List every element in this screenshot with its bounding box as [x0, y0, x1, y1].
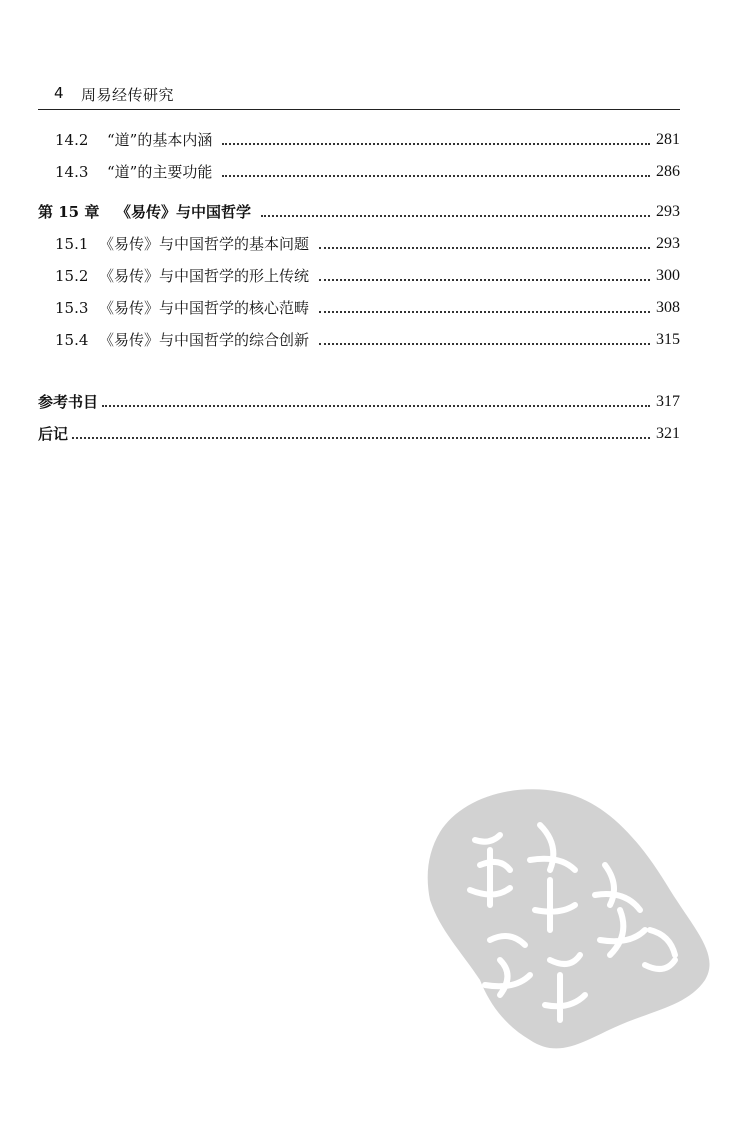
toc-entry-page: 300 [656, 267, 680, 284]
toc-entry-page: 317 [656, 393, 680, 410]
header-page-number: 4 [54, 84, 64, 102]
toc-entry-page: 308 [656, 299, 680, 316]
toc-leader-dots [222, 173, 650, 177]
toc-entry-15-4[interactable] [55, 328, 680, 352]
toc-entry-title: 《易传》与中国哲学的形上传统 [99, 267, 310, 285]
toc-leader-dots [319, 309, 650, 313]
toc-chapter-number: 第 15 章 [38, 203, 100, 221]
toc-entry-page: 315 [656, 331, 680, 348]
toc-entry-number: 15.3 [55, 299, 89, 317]
toc-chapter-title: 《易传》与中国哲学 [116, 203, 252, 221]
toc-leader-dots [222, 141, 650, 145]
toc-entry-page: 281 [656, 131, 680, 148]
toc-entry-title: 《易传》与中国哲学的综合创新 [99, 331, 310, 349]
toc-entry-number: 14.3 [55, 163, 89, 181]
toc-leader-dots [319, 277, 650, 281]
toc-bibliography-title: 参考书目 [38, 393, 99, 411]
toc-bibliography[interactable] [38, 390, 680, 414]
toc-entry-number: 14.2 [55, 131, 89, 149]
toc-entry-title: 《易传》与中国哲学的基本问题 [99, 235, 310, 253]
seal-stamp-shape [428, 789, 710, 1048]
toc-entry-title: “道”的主要功能 [107, 163, 213, 181]
toc-entry-number: 15.4 [55, 331, 89, 349]
toc-entry-15-1[interactable] [55, 232, 680, 256]
toc-afterword-title: 后记 [38, 425, 69, 443]
toc-entry-14-3[interactable] [55, 160, 680, 184]
toc-entry-title: 《易传》与中国哲学的核心范畴 [99, 299, 310, 317]
toc-entry-15-3[interactable] [55, 296, 680, 320]
header-rule [38, 109, 680, 110]
toc-entry-title: “道”的基本内涵 [107, 131, 213, 149]
toc-entry-page: 321 [656, 425, 680, 442]
toc-entry-page: 286 [656, 163, 680, 180]
toc-entry-number: 15.1 [55, 235, 89, 253]
seal-stamp-watermark [420, 770, 720, 1060]
toc-leader-dots [72, 435, 650, 439]
toc-leader-dots [319, 245, 650, 249]
toc-chapter-15[interactable] [38, 200, 680, 224]
toc-leader-dots [261, 213, 650, 217]
toc-entry-15-2[interactable] [55, 264, 680, 288]
header-book-title: 周易经传研究 [81, 86, 175, 104]
toc-leader-dots [102, 403, 650, 407]
toc-entry-page: 293 [656, 203, 680, 220]
toc-entry-page: 293 [656, 235, 680, 252]
toc-afterword[interactable] [38, 422, 680, 446]
toc-entry-14-2[interactable] [55, 128, 680, 152]
toc-entry-number: 15.2 [55, 267, 89, 285]
toc-leader-dots [319, 341, 650, 345]
